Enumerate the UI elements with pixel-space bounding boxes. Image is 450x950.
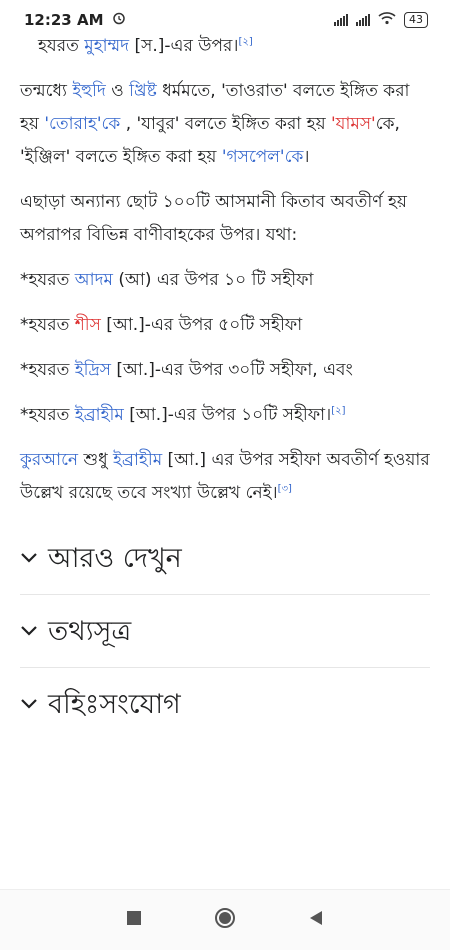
link-ibrahim-2[interactable]: ইব্রাহীম [113, 450, 163, 470]
reference-link[interactable]: [৩] [277, 483, 292, 495]
reference-link[interactable]: [২] [331, 405, 346, 417]
link-ibrahim[interactable]: ইব্রাহীম [74, 405, 124, 425]
link-quran[interactable]: কুরআনে [20, 450, 79, 470]
article-body [20, 30, 430, 740]
section-see-also[interactable] [20, 522, 430, 595]
paragraph-2: এছাড়া অন্যান্য ছোট ১০০টি আসমানী কিতাব অবতীর্ণ হয় অপরাপর বিভিন্ন বাণীবাহকের উপর। যথা: [20, 192, 407, 245]
signal-icon-2 [356, 14, 370, 26]
list-item-idris: *হযরত ইদ্রিস [আ.]-এর উপর ৩০টি সহীফা, এবং [20, 360, 353, 380]
link-christian[interactable]: খ্রিষ্ট [129, 81, 157, 101]
link-psalms[interactable]: 'যামস' [330, 114, 376, 134]
signal-icon [334, 14, 348, 26]
list-item-ibrahim: *হযরত ইব্রাহীম [আ.]-এর উপর ১০টি সহীফা।[২] [20, 405, 346, 425]
section-label: তথ্যসূত্র [48, 615, 132, 647]
link-gospel[interactable]: 'গসপেল'কে [221, 147, 304, 167]
paragraph-line0: হযরত মুহাম্মদ [স.]-এর উপর।[২] [38, 36, 253, 56]
list-item-adam: *হযরত আদম (আ) এর উপর ১০ টি সহীফা [20, 270, 314, 290]
reference-link[interactable]: [২] [238, 36, 253, 48]
system-navigation-bar [0, 889, 450, 950]
status-time: 12:23 AM [24, 11, 104, 29]
link-shees[interactable]: শীস [74, 315, 101, 335]
recent-apps-button[interactable] [126, 910, 142, 930]
list-item-shees: *হযরত শীস [আ.]-এর উপর ৫০টি সহীফা [20, 315, 303, 335]
chevron-down-icon [20, 698, 48, 710]
link-muhammad[interactable]: মুহাম্মদ [84, 36, 130, 56]
link-torah[interactable]: 'তোরাহ'কে [44, 114, 121, 134]
battery-indicator: 43 [404, 12, 428, 28]
paragraph-3: কুরআনে শুধু ইব্রাহীম [আ.] এর উপর সহীফা অবতীর্ণ হওয়ার উল্লেখ রয়েছে তবে সংখ্যা উল্লেখ নেই।[৩] [20, 450, 430, 503]
link-adam[interactable]: আদম [74, 270, 113, 290]
section-label: বহিঃসংযোগ [48, 688, 181, 720]
section-external-links[interactable] [20, 668, 430, 740]
paragraph-1: তন্মধ্যে ইহুদি ও খ্রিষ্ট ধর্মমতে, 'তাওরাত' বলতে ইঙ্গিত করা হয় 'তোরাহ'কে , 'যাবুর' বলতে ইঙ্গিত করা হয় 'যামস'কে, 'ইঞ্জিল' বলতে ইঙ্গিত করা হয় 'গসপেল'কে। [20, 81, 410, 167]
link-jewish[interactable]: ইহুদি [72, 81, 106, 101]
chevron-down-icon [20, 552, 48, 564]
link-idris[interactable]: ইদ্রিস [74, 360, 111, 380]
wifi-icon [378, 11, 396, 29]
section-references[interactable] [20, 595, 430, 668]
home-button[interactable] [214, 907, 236, 933]
chevron-down-icon [20, 625, 48, 637]
back-button[interactable] [308, 910, 324, 930]
section-label: আরও দেখুন [48, 542, 182, 574]
alarm-icon [112, 11, 126, 29]
